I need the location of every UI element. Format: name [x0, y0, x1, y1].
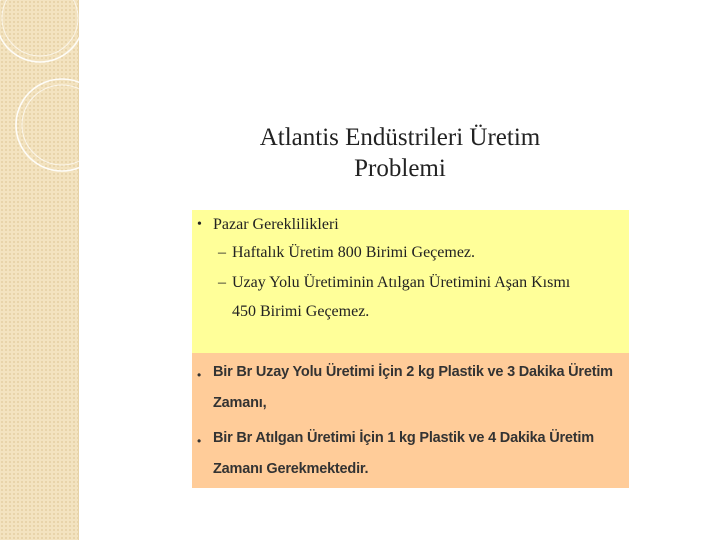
decorative-circles-icon [0, 0, 130, 200]
bullet-icon: • [197, 217, 202, 232]
requirement-2-line-2: Zamanı Gerekmektedir. [213, 461, 369, 477]
market-item-dash: – [218, 274, 226, 291]
slide-title [200, 122, 600, 184]
market-item-1: Haftalık Üretim 800 Birimi Geçemez. [232, 244, 476, 261]
requirement-2-line-1: Bir Br Atılgan Üretimi İçin 1 kg Plastik ve 4 Dakika Üretim [213, 430, 594, 446]
bullet-icon: • [197, 434, 202, 448]
market-item-dash: – [218, 244, 226, 261]
requirement-1-line-1: Bir Br Uzay Yolu Üretimi İçin 2 kg Plastik ve 3 Dakika Üretim [213, 364, 613, 380]
market-item-2: Uzay Yolu Üretiminin Atılgan Üretimini Aşan Kısmı [232, 274, 571, 291]
market-item-2-continuation: 450 Birimi Geçemez. [232, 303, 370, 320]
title-line-1: Atlantis Endüstrileri Üretim [259, 124, 541, 151]
bullet-icon: • [197, 368, 202, 382]
requirement-1-line-2: Zamanı, [213, 395, 267, 411]
market-heading: Pazar Gereklilikleri [213, 216, 339, 233]
title-line-2: Problemi [354, 155, 446, 182]
